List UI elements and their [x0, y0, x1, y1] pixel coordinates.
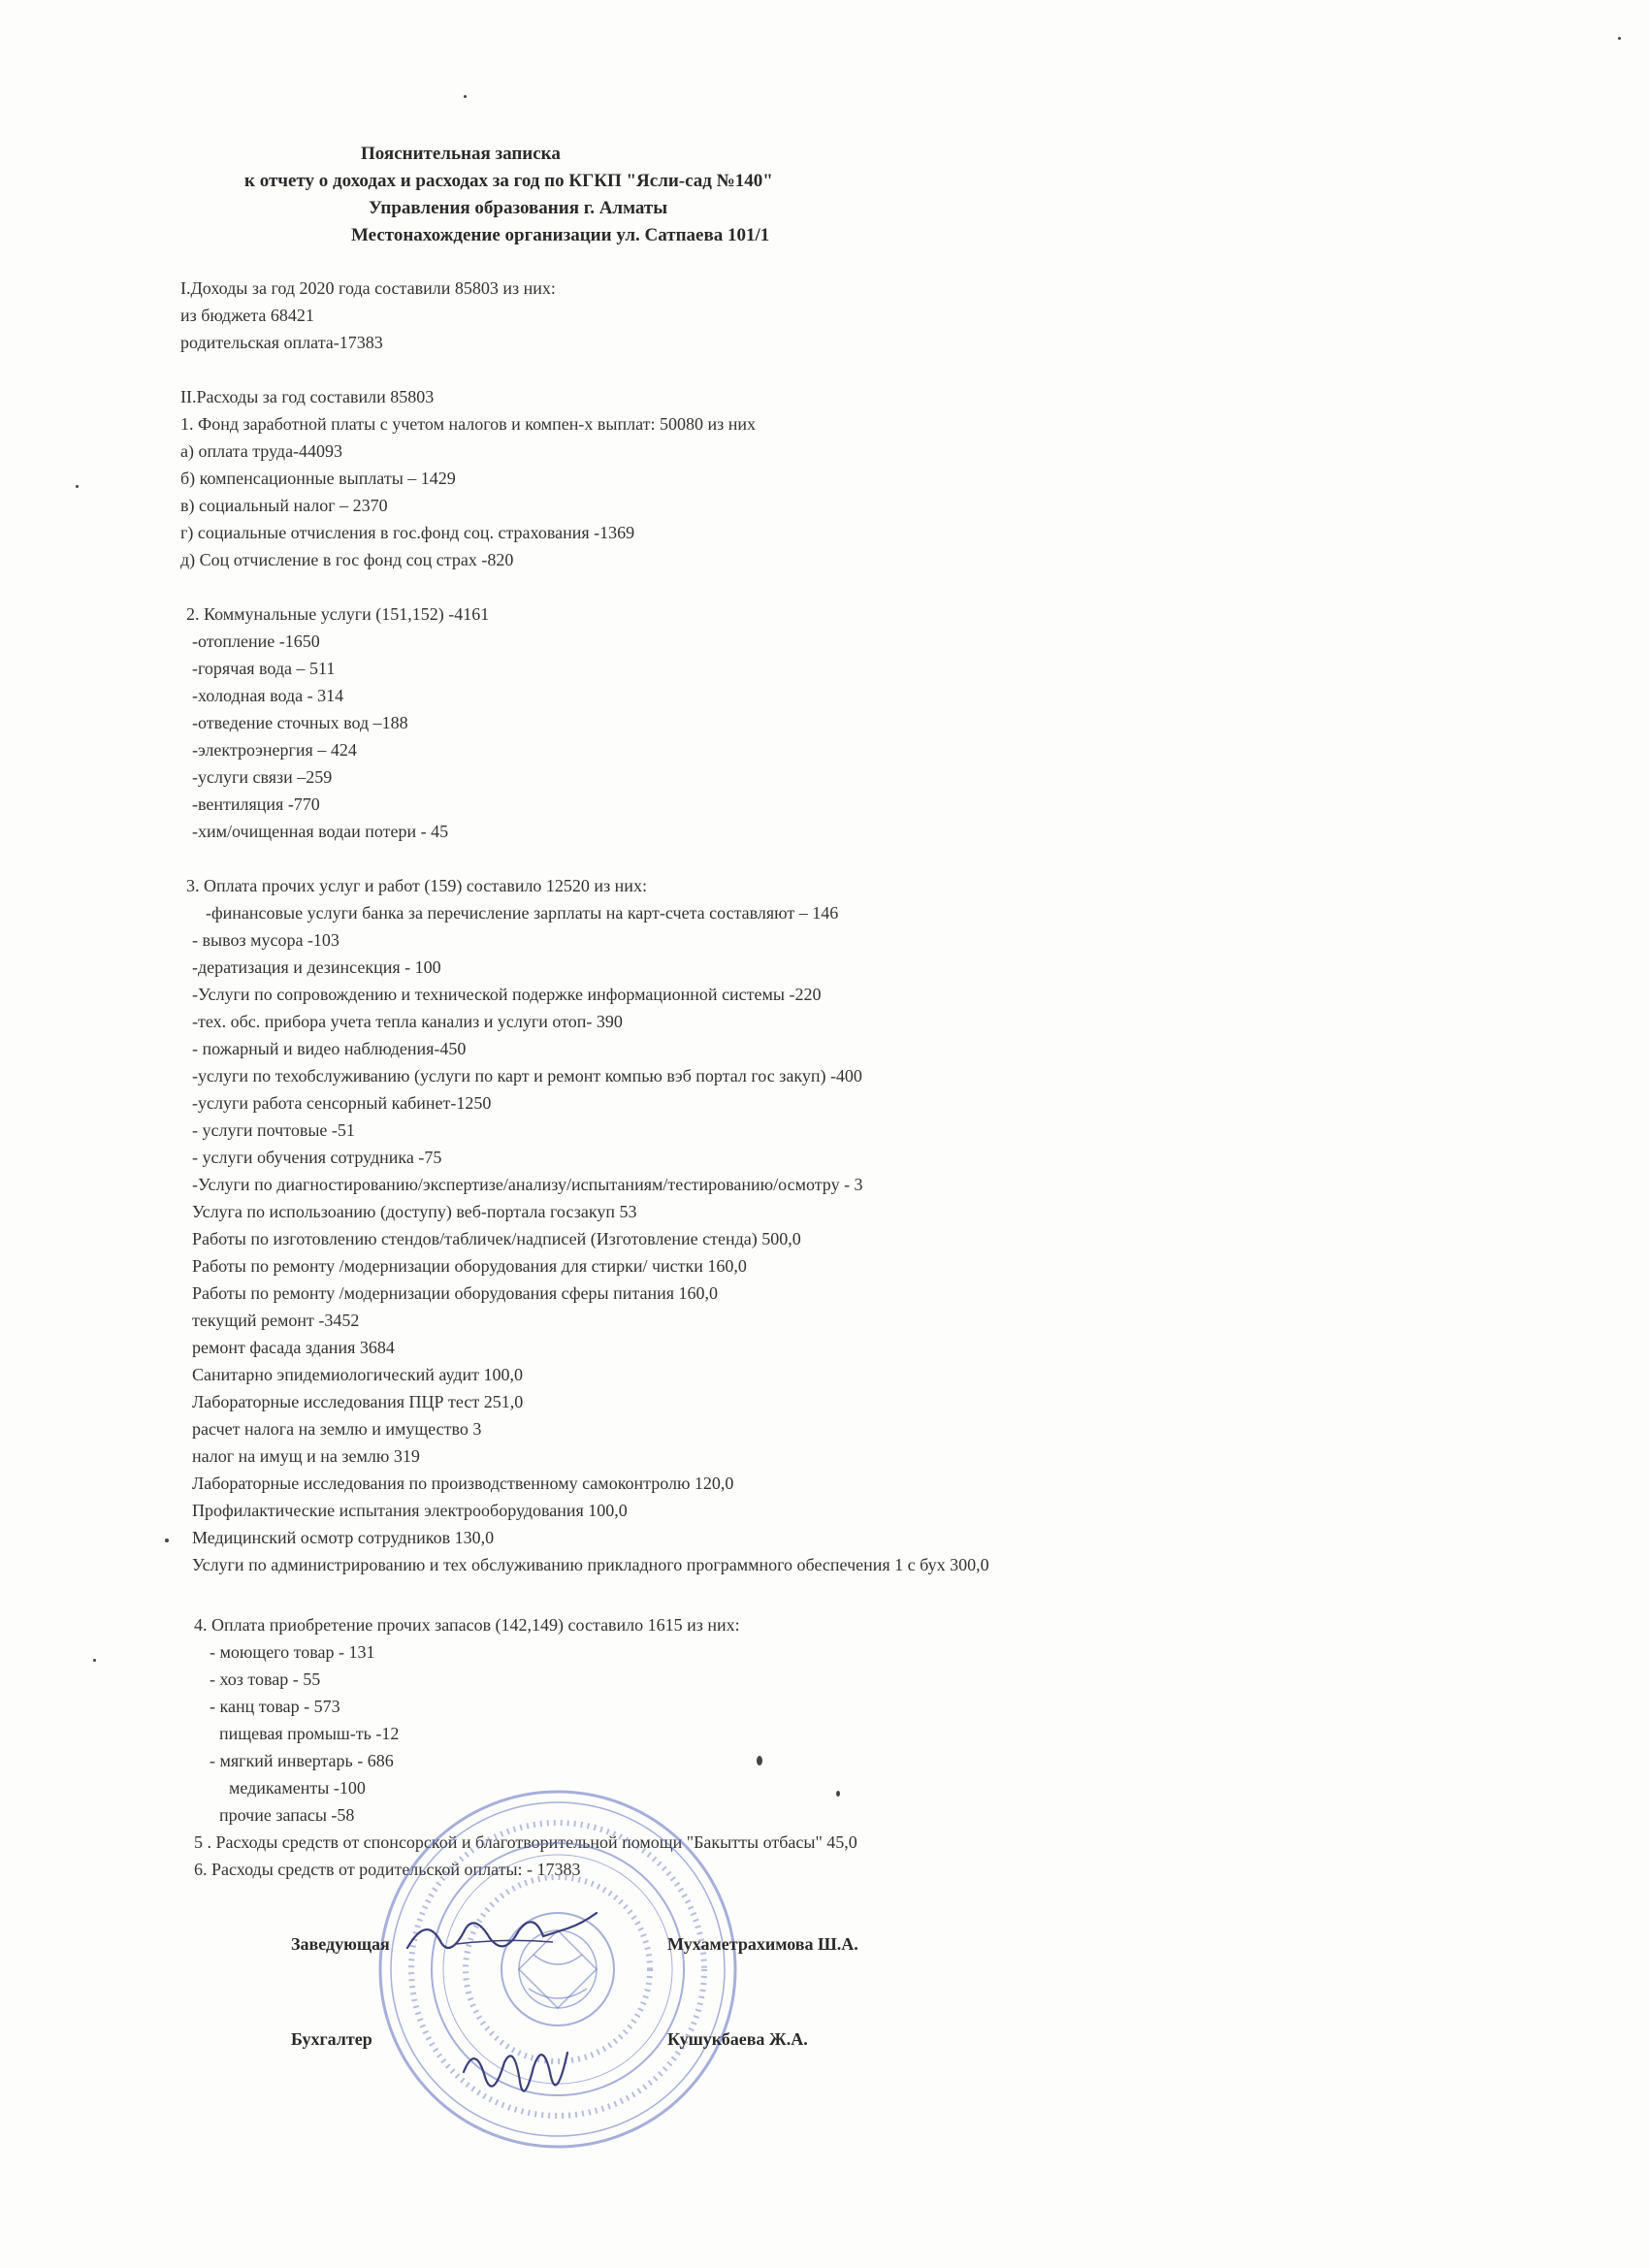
section2-item: -горячая вода – 511 [192, 659, 336, 678]
accountant-role: Бухгалтер [291, 2029, 372, 2049]
section1-item: в) социальный налог – 2370 [180, 496, 388, 515]
header-subtitle: к отчету о доходах и расходах за год по КГКП "Ясли-сад №140" [244, 171, 773, 191]
section3-item: Профилактические испытания электрооборудования 100,0 [192, 1501, 628, 1520]
head-role: Заведующая [291, 1934, 390, 1954]
income-budget: из бюджета 68421 [180, 306, 314, 325]
section3-item: -дератизация и дезинсекция - 100 [192, 957, 441, 977]
section3-item: Работы по ремонту /модернизации оборудования сферы питания 160,0 [192, 1283, 719, 1303]
section3-item: -услуги по техобслуживанию (услуги по карт и ремонт компью вэб портал гос закуп) -400 [192, 1066, 862, 1085]
section1-item: а) оплата труда-44093 [180, 441, 343, 461]
income-title: I.Доходы за год 2020 года составили 85803 из них: [180, 278, 556, 298]
section2-item: -хим/очищенная водаи потери - 45 [192, 822, 449, 841]
scan-speck [1618, 37, 1621, 40]
section3-item: - вывоз мусора -103 [192, 930, 340, 950]
section1-item: д) Соц отчисление в гос фонд соц страх -820 [180, 550, 514, 569]
section4-item: прочие запасы -58 [219, 1805, 355, 1825]
section3-item: ремонт фасада здания 3684 [192, 1338, 395, 1357]
section3-item: Лабораторные исследования по производственному самоконтролю 120,0 [192, 1474, 734, 1493]
section3-title: 3. Оплата прочих услуг и работ (159) составило 12520 из них: [186, 876, 647, 895]
section4-title: 4. Оплата приобретение прочих запасов (142,149) составило 1615 из них: [194, 1615, 740, 1635]
section6-line: 6. Расходы средств от родительской оплаты: - 17383 [194, 1860, 581, 1879]
section3-item: -Услуги по диагностированию/экспертизе/анализу/испытаниям/тестированию/осмотру - 3 [192, 1175, 863, 1194]
section2-item: -электроэнергия – 424 [192, 740, 357, 760]
section2-item: -отопление -1650 [192, 632, 320, 651]
section3-item: Работы по ремонту /модернизации оборудования для стирки/ чистки 160,0 [192, 1256, 747, 1276]
scan-speck [93, 1659, 96, 1662]
section3-item: - услуги почтовые -51 [192, 1120, 355, 1140]
header-address: Местонахождение организации ул. Сатпаева 101/1 [351, 225, 770, 245]
scan-speck [836, 1791, 840, 1797]
header-department: Управления образования г. Алматы [369, 198, 668, 218]
section2-item: -услуги связи –259 [192, 767, 333, 787]
section1-item: б) компенсационные выплаты – 1429 [180, 469, 456, 488]
section3-item: Лабораторные исследования ПЦР тест 251,0 [192, 1392, 524, 1411]
section2-title: 2. Коммунальные услуги (151,152) -4161 [186, 604, 490, 624]
section3-item: Услуга по использоанию (доступу) веб-портала госзакуп 53 [192, 1202, 637, 1221]
scan-speck [76, 485, 79, 488]
scan-speck [464, 95, 467, 98]
section3-item: Работы по изготовлению стендов/табличек/надписей (Изготовление стенда) 500,0 [192, 1229, 801, 1248]
accountant-signature [456, 2024, 572, 2121]
accountant-name: Кушукбаева Ж.А. [667, 2029, 808, 2049]
header-title: Пояснительная записка [361, 144, 561, 164]
section1-title: 1. Фонд заработной платы с учетом налогов и компен-х выплат: 50080 из них [180, 414, 757, 434]
section3-item: Санитарно эпидемиологический аудит 100,0 [192, 1365, 523, 1384]
section3-item: -Услуги по сопровождению и технической подержке информационной системы -220 [192, 985, 822, 1004]
section3-item: -финансовые услуги банка за перечисление зарплаты на карт-счета составляют – 146 [206, 903, 839, 923]
section4-item: - канц товар - 573 [210, 1697, 340, 1716]
section2-item: -вентиляция -770 [192, 794, 320, 814]
section3-item: текущий ремонт -3452 [192, 1311, 360, 1330]
section2-item: -отведение сточных вод –188 [192, 713, 408, 732]
scan-speck [165, 1539, 169, 1542]
section5-line: 5 . Расходы средств от спонсорской и благотворительной помощи "Бакытты отбасы" 45,0 [194, 1832, 857, 1852]
scan-speck [757, 1756, 762, 1766]
section4-item: медикаменты -100 [229, 1778, 366, 1798]
head-name: Мухаметрахимова Ш.А. [667, 1934, 858, 1954]
expenses-title: II.Расходы за год составили 85803 [180, 387, 435, 406]
section4-item: - моющего товар - 131 [210, 1642, 375, 1662]
section3-item: -тех. обс. прибора учета тепла канализ и услуги отоп- 390 [192, 1012, 623, 1031]
section4-item: - хоз товар - 55 [210, 1669, 321, 1689]
section3-item: Услуги по администрированию и тех обслуживанию прикладного программного обеспечения 1 с бух 300,0 [192, 1555, 989, 1574]
section4-item: пищевая промыш-ть -12 [219, 1724, 400, 1743]
section3-item: расчет налога на землю и имущество 3 [192, 1419, 482, 1439]
section3-item: -услуги работа сенсорный кабинет-1250 [192, 1093, 492, 1113]
section3-item: Медицинский осмотр сотрудников 130,0 [192, 1528, 495, 1547]
section3-item: - услуги обучения сотрудника -75 [192, 1148, 442, 1167]
section3-item: - пожарный и видео наблюдения-450 [192, 1039, 467, 1058]
section3-item: налог на имущ и на землю 319 [192, 1446, 420, 1466]
section4-item: - мягкий инвертарь - 686 [210, 1751, 394, 1770]
head-signature [398, 1909, 601, 1967]
section2-item: -холодная вода - 314 [192, 686, 344, 705]
section1-item: г) социальные отчисления в гос.фонд соц. страхования -1369 [180, 523, 635, 542]
income-parent: родительская оплата-17383 [180, 333, 383, 352]
